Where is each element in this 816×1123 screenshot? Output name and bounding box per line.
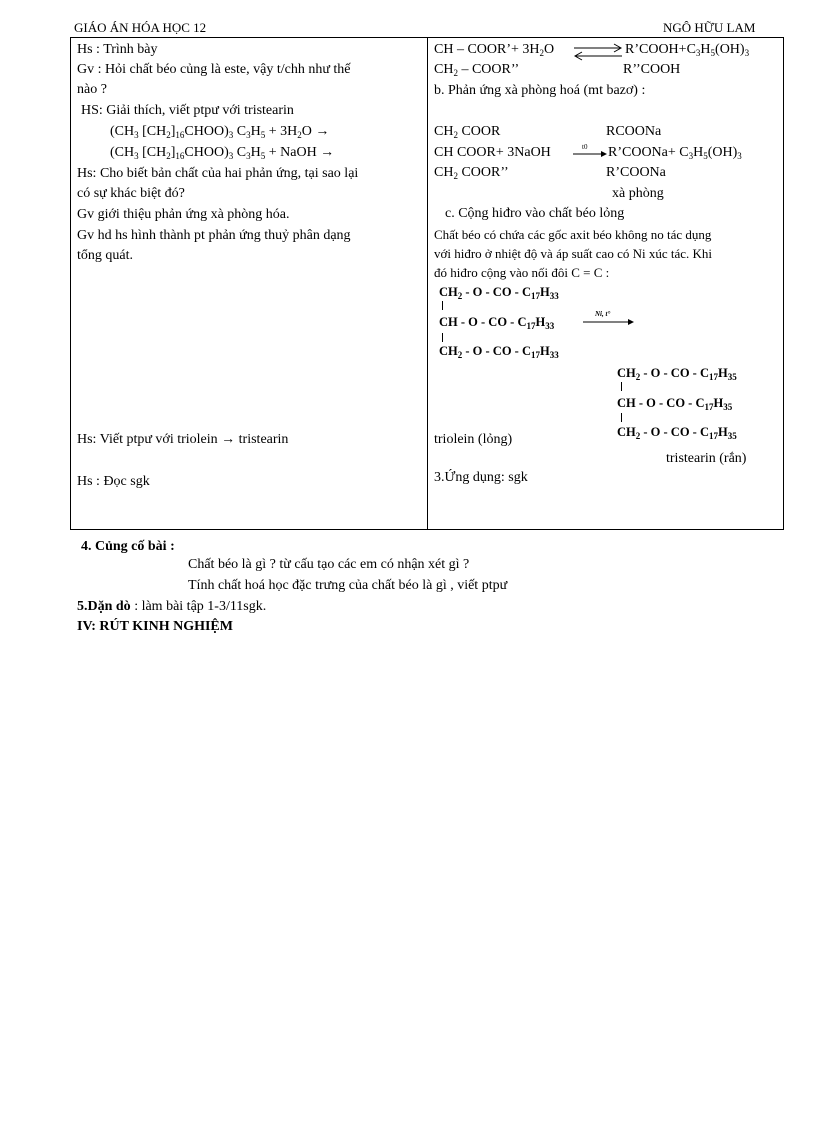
left-line-8: có sự khác biệt đó?	[77, 186, 185, 201]
bond-line	[621, 382, 622, 391]
left-line-4: HS: Giải thích, viết ptpư với tristearin	[81, 103, 294, 118]
header-right: NGÔ HỮU LAM	[663, 20, 756, 35]
hydrogenation-text-2: với hiđro ở nhiệt độ và áp suất cao có Ni xúc tác. Khi	[434, 246, 713, 261]
left-line-10: Gv hd hs hình thành pt phản ứng thuỷ phân dạng	[77, 228, 351, 243]
section-3-title: 3.Ứng dụng: sgk	[434, 470, 528, 485]
tristearin-label: tristearin (rắn)	[666, 451, 747, 466]
left-line-1: Hs : Trình bày	[77, 42, 158, 57]
section-5-text: : làm bài tập 1-3/11sgk.	[134, 599, 267, 614]
sapon-right-1: RCOONa	[606, 124, 662, 139]
section-4-question-1: Chất béo là gì ? từ cấu tạo các em có nhận xét gì ?	[188, 557, 470, 572]
section-4-title: 4. Củng cố bài :	[81, 539, 175, 554]
left-line-9: Gv giới thiệu phản ứng xà phòng hóa.	[77, 207, 290, 222]
sapon-right-3: R’COONa	[606, 165, 666, 180]
left-line-3: nào ?	[77, 82, 107, 97]
sapon-condition: t0	[582, 143, 588, 151]
hydrolysis-right-1: $R’COOH+C_3H_5(OH)_3$	[625, 42, 750, 58]
left-line-2: Gv : Hỏi chất béo củng là este, vậy t/chh như thế	[77, 62, 351, 77]
hydrogenation-arrow-icon	[582, 318, 636, 326]
left-line-13: Hs : Đọc sgk	[77, 474, 150, 489]
header-left: GIÁO ÁN HÓA HỌC 12	[74, 20, 207, 35]
tristearin-row-2: CH - O - CO - $C_{17}H_{35}$	[617, 396, 733, 412]
bond-line	[442, 301, 443, 310]
left-equation-1: ($CH_3$ $[CH_2]_{16}CHOO)_3$ $C_3H_5 + 3H_2O$ →	[110, 124, 330, 140]
hydrogenation-text-1: Chất béo có chứa các gốc axit béo không no tác dụng	[434, 227, 712, 242]
section-5	[77, 599, 266, 615]
triolein-label: triolein (lỏng)	[434, 432, 513, 447]
left-line-7: Hs: Cho biết bản chất của hai phản ứng, tại sao lại	[77, 166, 359, 181]
sapon-left-3: $CH_2$ COOR’’	[434, 165, 509, 181]
hydrolysis-right-2: R’’COOH	[623, 62, 681, 77]
hydrolysis-left-1: CH – COOR’+ $3H_2O$	[434, 42, 555, 58]
section-5-title: 5.Dặn dò	[77, 599, 131, 614]
sapon-left-2: CH COOR+ 3NaOH	[434, 145, 551, 160]
left-line-11: tổng quát.	[77, 248, 133, 263]
tristearin-row-1: $CH_2$ - O - CO - $C_{17}H_{35}$	[617, 366, 737, 382]
triolein-row-3: $CH_2$ - O - CO - $C_{17}H_{33}$	[439, 344, 559, 360]
bond-line	[621, 413, 622, 422]
left-equation-2: ($CH_3$ $[CH_2]_{16}CHOO)_3$ $C_3H_5$ + NaOH →	[110, 145, 335, 161]
bond-line	[442, 333, 443, 342]
reaction-arrow-icon	[572, 150, 608, 158]
triolein-row-1: $CH_2$ - O - CO - $C_{17}H_{33}$	[439, 285, 559, 301]
section-iv-title: IV: RÚT KINH NGHIỆM	[77, 619, 233, 634]
soap-label: xà phòng	[612, 186, 664, 201]
hydrogenation-text-3: đó hiđro cộng vào nối đôi C = C :	[434, 265, 610, 280]
left-line-12: Hs: Viết ptpư với triolein → tristearin	[77, 432, 289, 447]
section-b-title: b. Phản ứng xà phòng hoá (mt bazơ) :	[434, 83, 646, 98]
sapon-right-2: R’COONa+ $C_3H_5(OH)_3$	[608, 145, 742, 161]
sapon-left-1: $CH_2$ COOR	[434, 124, 501, 140]
hydrolysis-left-2: $CH_2$ – COOR’’	[434, 62, 520, 78]
column-divider	[427, 37, 428, 530]
section-c-title: c. Cộng hiđro vào chất béo lỏng	[445, 206, 625, 221]
tristearin-row-3: $CH_2$ - O - CO - $C_{17}H_{35}$	[617, 425, 737, 441]
hydrogenation-condition: Ni, t°	[595, 310, 611, 318]
section-4-question-2: Tính chất hoá học đặc trưng của chất béo là gì , viết ptpư	[188, 578, 508, 593]
triolein-row-2: CH - O - CO - $C_{17}H_{33}$	[439, 315, 555, 331]
equilibrium-arrow-icon	[572, 43, 624, 61]
